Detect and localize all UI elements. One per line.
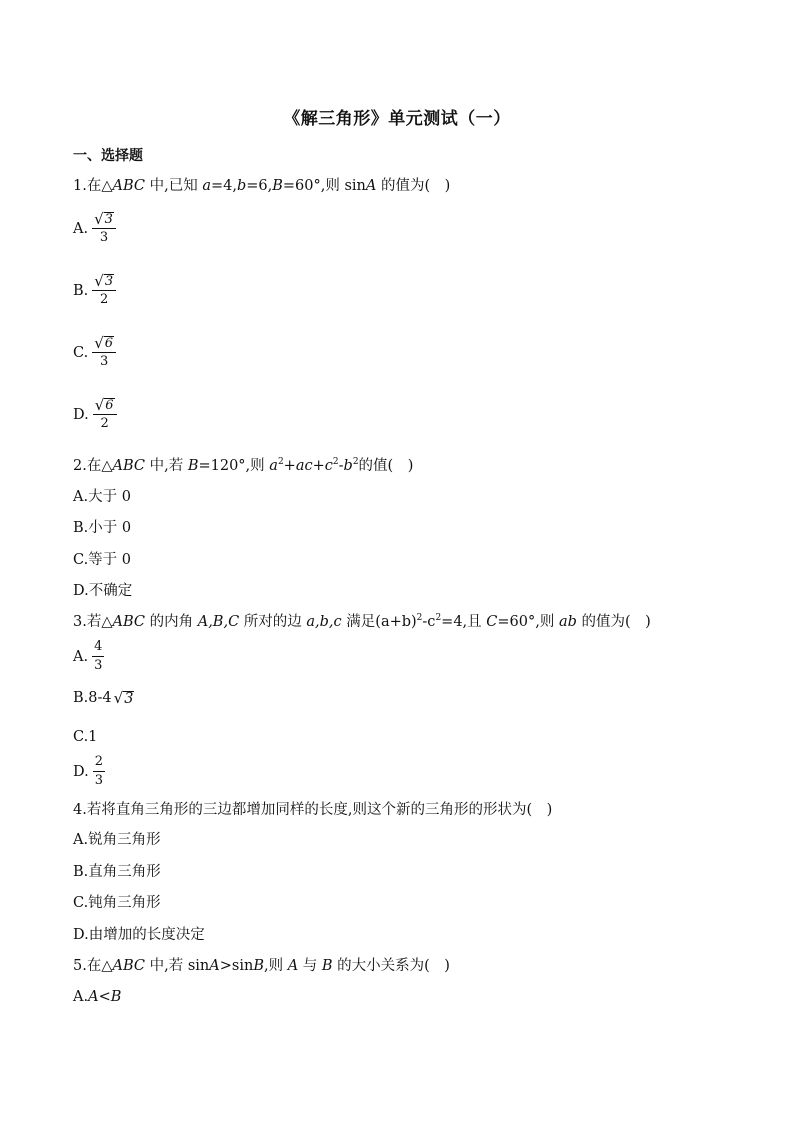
q2-option-b[interactable]: B.小于 0	[73, 520, 132, 536]
sqrt-expression: √ 3	[94, 272, 114, 290]
sqrt-expression: √ 3	[113, 689, 134, 707]
q4-option-c[interactable]: C.钝角三角形	[73, 895, 161, 911]
question-4: 4.若将直角三角形的三边都增加同样的长度,则这个新的三角形的形状为( )	[73, 802, 553, 818]
q2-option-c[interactable]: C.等于 0	[73, 552, 132, 568]
q3-option-d[interactable]: D. $\frac{2}{3}$	[73, 754, 103, 788]
q2-option-a[interactable]: A.大于 0	[73, 489, 131, 505]
sqrt-expression: √ 3	[94, 210, 113, 228]
fraction: $\frac{2}{3}$	[94, 754, 103, 788]
q1-option-d[interactable]: D. √ 6 2	[73, 397, 117, 432]
q1-option-a[interactable]: A. √ 3 3	[73, 211, 116, 246]
q3-option-a[interactable]: A. $\frac{4}{3}$	[73, 639, 103, 673]
question-1: 1.在△ABC 中,已知 a=4,b=6,B=60°,则 sinA 的值为( )	[73, 178, 451, 194]
q3-option-c[interactable]: C.1	[73, 729, 98, 745]
q4-option-d[interactable]: D.由增加的长度决定	[73, 927, 205, 943]
question-5: 5.在△ABC 中,若 sinA>sinB,则 A 与 B 的大小关系为( )	[73, 958, 450, 974]
section-heading: 一、选择题	[73, 148, 143, 164]
question-3: 3.若△ABC 的内角 A,B,C 所对的边 a,b,c 满足$(a+b)^2-c^2=4$,且 C=60°,则 ab 的值为( )	[73, 613, 651, 630]
q4-option-a[interactable]: A.锐角三角形	[73, 832, 161, 848]
fraction: $\frac{4}{3}$	[94, 639, 103, 673]
q1-option-b[interactable]: B. √ 3 2	[73, 273, 116, 308]
question-2: 2.在△ABC 中,若 B=120°,则 $a^2+ac+c^2-b^2$的值( )	[73, 457, 414, 474]
q2-option-d[interactable]: D.不确定	[73, 583, 133, 599]
q3-option-b[interactable]: B.8-4 √ 3	[73, 689, 134, 707]
fraction: √ 3 3	[92, 211, 116, 246]
q5-option-a[interactable]: A.A<B	[73, 989, 122, 1005]
q1-option-c[interactable]: C. √ 6 3	[73, 335, 116, 370]
q4-option-b[interactable]: B.直角三角形	[73, 864, 161, 880]
fraction: √ 6 2	[93, 397, 117, 432]
fraction: √ 6 3	[92, 335, 116, 370]
sqrt-expression: √ 6	[94, 334, 114, 352]
fraction: √ 3 2	[92, 273, 116, 308]
page-title: 《解三角形》单元测试（一）	[283, 109, 511, 129]
sqrt-expression: √ 6	[94, 396, 114, 414]
